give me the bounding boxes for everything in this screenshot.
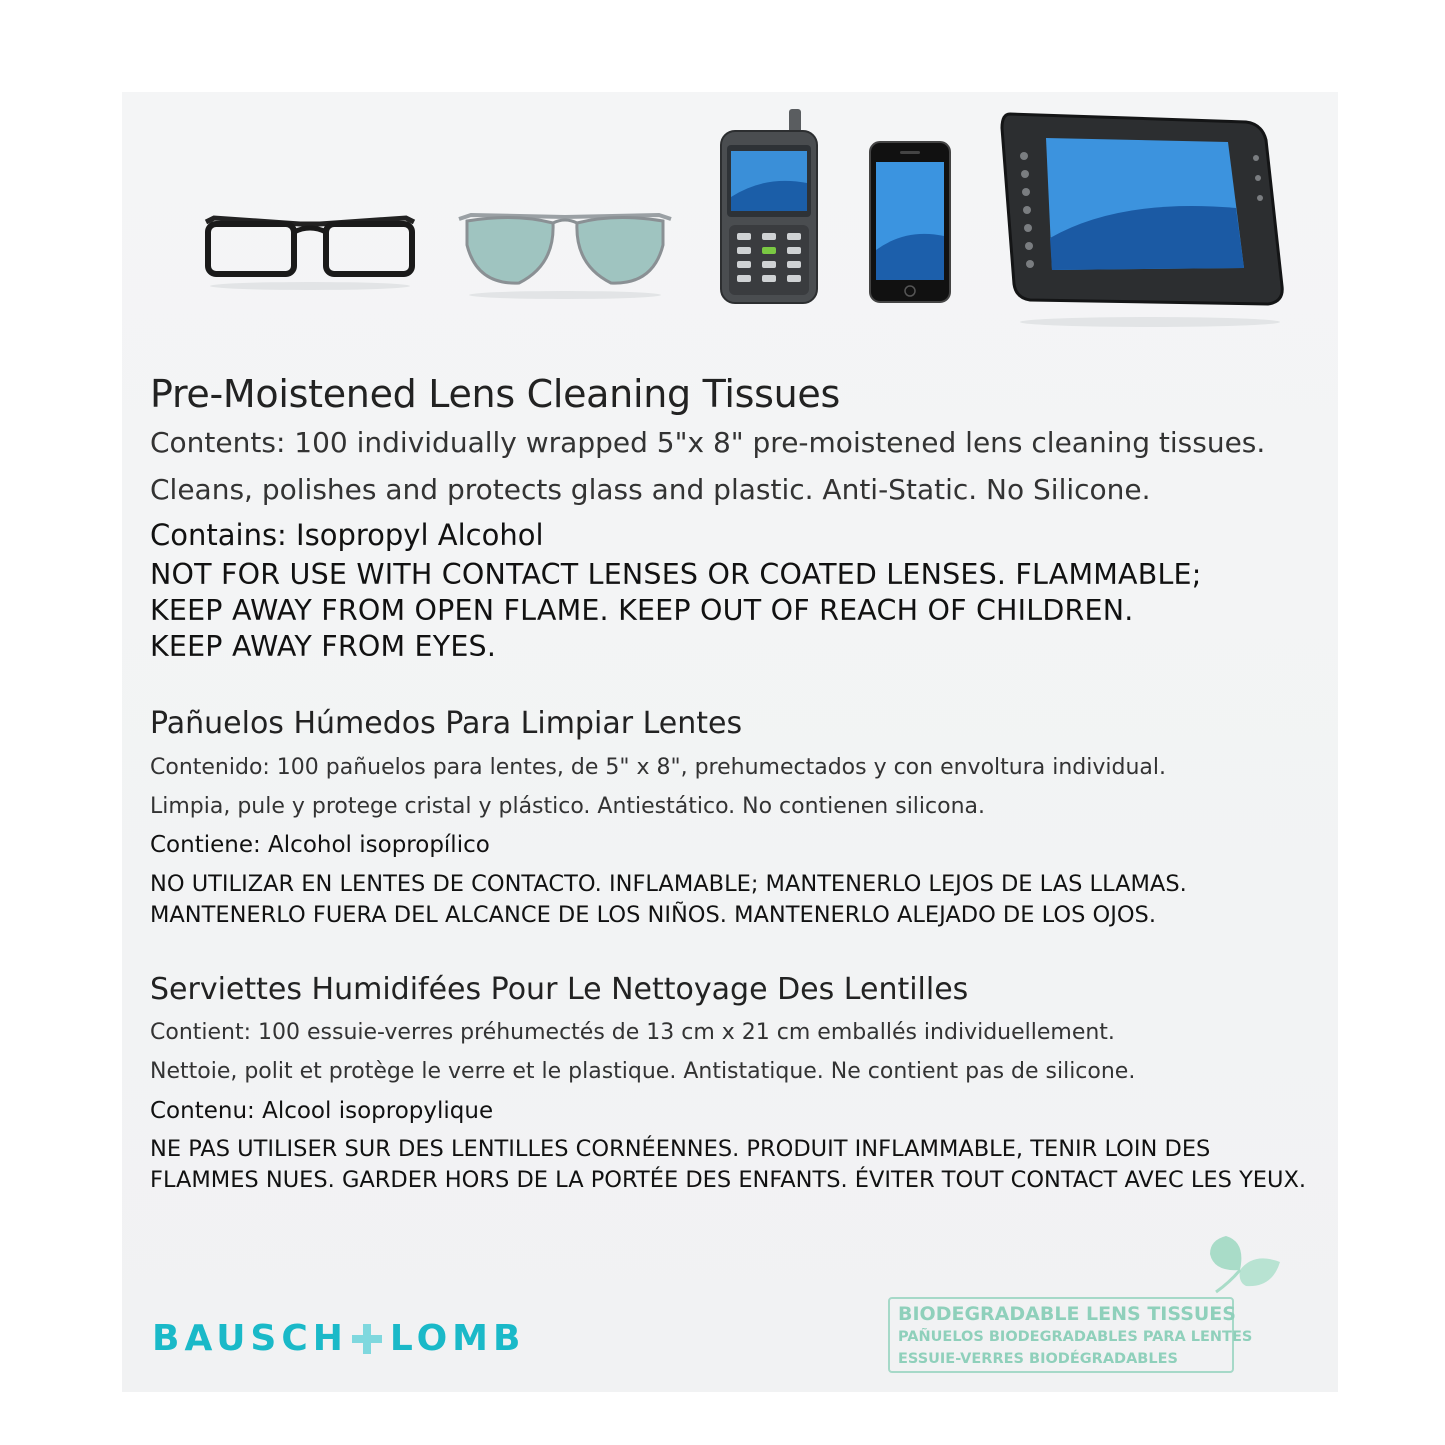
ingredient-english: Contains: Isopropyl Alcohol	[150, 518, 544, 552]
smartphone-icon	[866, 140, 956, 310]
eyeglasses-icon	[200, 210, 420, 290]
benefits-spanish: Limpia, pule y protege cristal y plástico. Antiestático. No contienen silicona.	[150, 794, 986, 819]
warning-french-line-2: FLAMMES NUES. GARDER HORS DE LA PORTÉE DES ENFANTS. ÉVITER TOUT CONTACT AVEC LES YEUX.	[150, 1167, 1307, 1193]
contents-spanish: Contenido: 100 pañuelos para lentes, de 5" x 8", prehumectados y con envoltura individual.	[150, 755, 1166, 780]
handheld-scanner-icon	[715, 105, 825, 310]
badge-line-spanish: PAÑUELOS BIODEGRADABLES PARA LENTES	[898, 1329, 1253, 1345]
brand-cross-icon	[352, 1324, 382, 1354]
warning-english-line-1: NOT FOR USE WITH CONTACT LENSES OR COATED LENSES. FLAMMABLE;	[150, 558, 1202, 591]
warning-spanish-line-2: MANTENERLO FUERA DEL ALCANCE DE LOS NIÑOS. MANTENERLO ALEJADO DE LOS OJOS.	[150, 902, 1156, 928]
brand-name-right: LOMB	[389, 1318, 526, 1359]
badge-line-french: ESSUIE-VERRES BIODÉGRADABLES	[898, 1351, 1178, 1367]
title-spanish: Pañuelos Húmedos Para Limpiar Lentes	[150, 706, 743, 741]
warning-french-line-1: NE PAS UTILISER SUR DES LENTILLES CORNÉENNES. PRODUIT INFLAMMABLE, TENIR LOIN DES	[150, 1136, 1211, 1162]
badge-line-english: BIODEGRADABLE LENS TISSUES	[898, 1303, 1236, 1325]
leaf-icon	[1196, 1232, 1284, 1304]
ingredient-french: Contenu: Alcool isopropylique	[150, 1098, 494, 1124]
warning-english-line-2: KEEP AWAY FROM OPEN FLAME. KEEP OUT OF REACH OF CHILDREN.	[150, 594, 1134, 627]
sunglasses-icon	[455, 205, 675, 300]
biodegradable-badge	[888, 1297, 1253, 1373]
warning-english-line-3: KEEP AWAY FROM EYES.	[150, 630, 497, 663]
brand-logo	[152, 1318, 525, 1359]
rugged-tablet-icon	[1000, 108, 1285, 330]
contents-english: Contents: 100 individually wrapped 5"x 8" pre-moistened lens cleaning tissues.	[150, 426, 1266, 459]
brand-name-left: BAUSCH	[152, 1318, 348, 1359]
title-english: Pre-Moistened Lens Cleaning Tissues	[150, 372, 840, 416]
benefits-english: Cleans, polishes and protects glass and plastic. Anti-Static. No Silicone.	[150, 473, 1151, 506]
title-french: Serviettes Humidifées Pour Le Nettoyage Des Lentilles	[150, 972, 969, 1007]
ingredient-spanish: Contiene: Alcohol isopropílico	[150, 832, 490, 858]
contents-french: Contient: 100 essuie-verres préhumectés de 13 cm x 21 cm emballés individuellement.	[150, 1020, 1115, 1045]
warning-spanish-line-1: NO UTILIZAR EN LENTES DE CONTACTO. INFLAMABLE; MANTENERLO LEJOS DE LAS LLAMAS.	[150, 871, 1187, 897]
benefits-french: Nettoie, polit et protège le verre et le plastique. Antistatique. Ne contient pas de silicone.	[150, 1059, 1136, 1084]
